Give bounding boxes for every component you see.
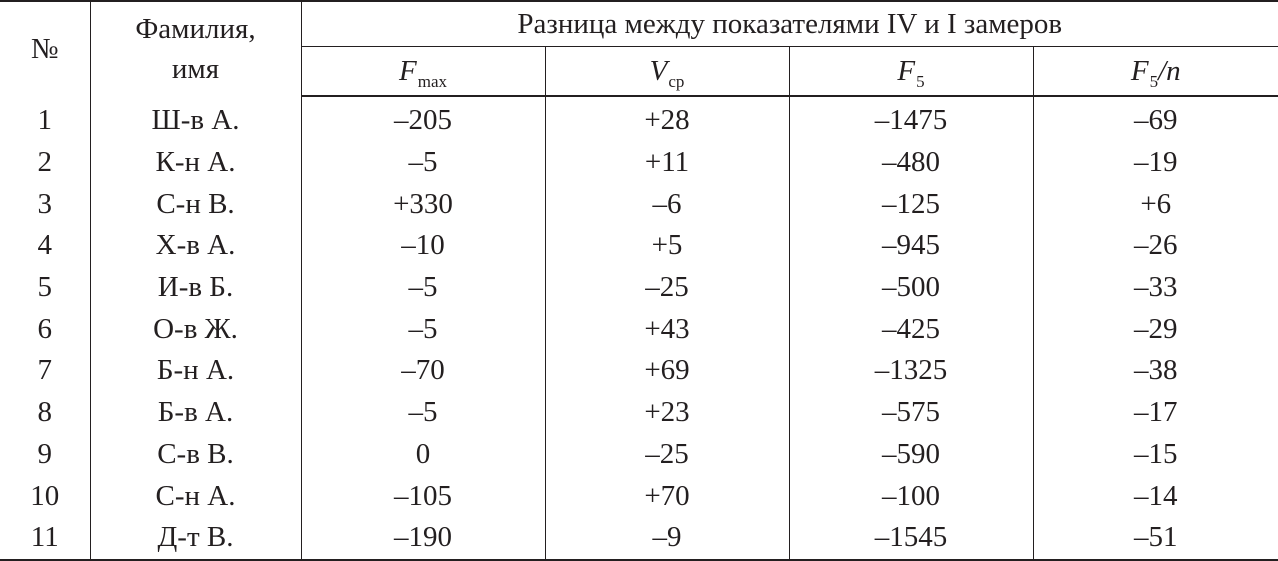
header-name-line2: имя: [171, 53, 220, 85]
table-row: [0, 225, 1278, 267]
header-row-top: [0, 1, 1278, 47]
table-row: [0, 350, 1278, 392]
cell-f5n: +6: [1033, 183, 1278, 225]
cell-name: С-н А.: [90, 475, 301, 517]
table-row: [0, 392, 1278, 434]
cell-number: 5: [37, 271, 52, 304]
cell-f5: –500: [789, 267, 1033, 309]
cell-name: И-в Б.: [90, 267, 301, 309]
cell-vcp: +69: [545, 350, 789, 392]
header-group-difference: Разница между показателями IV и I замеров: [301, 1, 1278, 47]
cell-fmax: –5: [301, 142, 545, 184]
table-body: [0, 96, 1278, 560]
header-vcp: [545, 47, 789, 97]
cell-f5n: –69: [1033, 96, 1278, 142]
cell-f5n: –14: [1033, 475, 1278, 517]
cell-vcp: +5: [545, 225, 789, 267]
table-row: [0, 517, 1278, 560]
cell-name: С-в В.: [90, 434, 301, 476]
header-f5n-sub: 5: [1149, 71, 1159, 91]
cell-f5: –480: [789, 142, 1033, 184]
header-f5n: [1033, 47, 1278, 97]
cell-fmax: –70: [301, 350, 545, 392]
cell-vcp: –25: [545, 434, 789, 476]
cell-f5n: –38: [1033, 350, 1278, 392]
table-row: [0, 475, 1278, 517]
cell-number: 8: [37, 396, 52, 429]
cell-fmax: –10: [301, 225, 545, 267]
cell-vcp: +11: [545, 142, 789, 184]
cell-f5n: –29: [1033, 308, 1278, 350]
table-row: [0, 96, 1278, 142]
cell-f5n: –26: [1033, 225, 1278, 267]
cell-f5: –1545: [789, 517, 1033, 560]
cell-fmax: –5: [301, 267, 545, 309]
cell-fmax: –5: [301, 392, 545, 434]
cell-number: 1: [37, 103, 52, 136]
header-name: [90, 1, 301, 96]
header-f5n-suffix: /n: [1158, 54, 1181, 87]
cell-fmax: –190: [301, 517, 545, 560]
cell-f5: –425: [789, 308, 1033, 350]
cell-number: 10: [30, 479, 60, 512]
cell-fmax: –5: [301, 308, 545, 350]
cell-f5n: –19: [1033, 142, 1278, 184]
header-vcp-sub: ср: [668, 71, 685, 91]
header-vcp-var: V: [649, 54, 668, 87]
cell-name: Х-в А.: [90, 225, 301, 267]
cell-f5: –590: [789, 434, 1033, 476]
cell-number: 9: [37, 437, 52, 470]
table-row: [0, 434, 1278, 476]
cell-f5n: –17: [1033, 392, 1278, 434]
cell-vcp: –6: [545, 183, 789, 225]
cell-name: С-н В.: [90, 183, 301, 225]
table-header: [0, 1, 1278, 96]
cell-f5: –125: [789, 183, 1033, 225]
cell-vcp: –25: [545, 267, 789, 309]
cell-name: Б-н А.: [90, 350, 301, 392]
header-f5-var: F: [897, 54, 916, 87]
header-f5-sub: 5: [916, 71, 925, 91]
cell-f5: –1475: [789, 96, 1033, 142]
cell-fmax: –205: [301, 96, 545, 142]
cell-fmax: 0: [301, 434, 545, 476]
cell-vcp: –9: [545, 517, 789, 560]
table-row: [0, 142, 1278, 184]
header-name-line1: Фамилия,: [135, 13, 256, 45]
cell-number: 11: [0, 517, 90, 560]
cell-vcp: +28: [545, 96, 789, 142]
header-fmax-var: F: [399, 54, 417, 87]
cell-f5: –100: [789, 475, 1033, 517]
table-row: [0, 267, 1278, 309]
cell-number: 2: [37, 146, 52, 179]
cell-f5n: –33: [1033, 267, 1278, 309]
header-fmax-sub: max: [417, 71, 447, 91]
cell-vcp: +70: [545, 475, 789, 517]
cell-number: 7: [37, 354, 52, 387]
header-fmax: [301, 47, 545, 97]
cell-f5: –1325: [789, 350, 1033, 392]
cell-f5n: –15: [1033, 434, 1278, 476]
cell-number: 3: [37, 187, 52, 220]
cell-number: 6: [37, 312, 52, 345]
header-f5: [789, 47, 1033, 97]
table-row: [0, 183, 1278, 225]
cell-vcp: +43: [545, 308, 789, 350]
cell-name: К-н А.: [90, 142, 301, 184]
table-row: [0, 308, 1278, 350]
cell-fmax: +330: [301, 183, 545, 225]
cell-number: 4: [37, 229, 52, 262]
cell-f5: –575: [789, 392, 1033, 434]
cell-name: О-в Ж.: [90, 308, 301, 350]
cell-name: Б-в А.: [90, 392, 301, 434]
cell-fmax: –105: [301, 475, 545, 517]
cell-name: Д-т В.: [90, 517, 301, 560]
header-number: №: [0, 1, 90, 96]
cell-vcp: +23: [545, 392, 789, 434]
header-f5n-var: F: [1130, 54, 1149, 87]
cell-f5n: –51: [1033, 517, 1278, 560]
cell-f5: –945: [789, 225, 1033, 267]
cell-name: Ш-в А.: [90, 96, 301, 142]
